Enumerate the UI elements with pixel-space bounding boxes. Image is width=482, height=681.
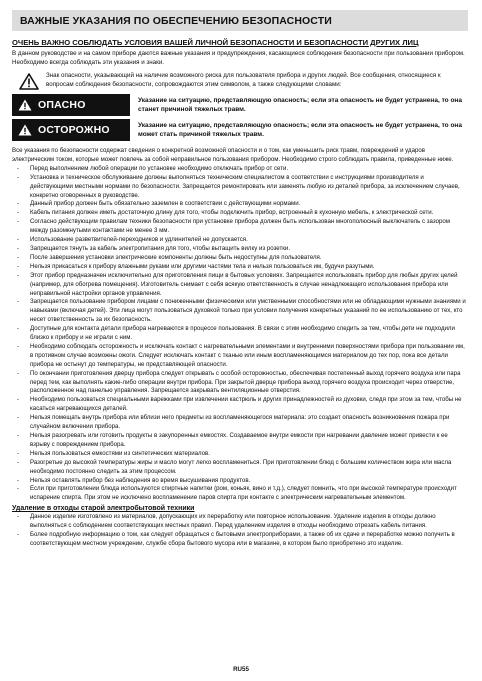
signal-row-caution	[12, 119, 468, 141]
list-item: - Доступные для контакта детали прибора нагреваются в процессе пользования. В связи с этим необходимо следить за тем, чтобы дети не подходили близко к прибору и не играли с ним.	[12, 325, 468, 343]
disposal-heading: Удаление в отходы старой электробытовой техники	[12, 505, 195, 513]
general-safety-text: Все указания по безопасности содержат сведения о конкретной возможной опасности и о том, как уменьшить риск травм, повреждений и ударов электрическим током, которые может повлечь за собой неправильное пользования прибором. Необходимо строго соблюдать правила, приведенные ниже.	[12, 147, 454, 163]
list-item: - Разогретые до высокой температуры жиры и масло могут легко воспламениться. При приготовлении блюд с большим количеством жира или масла необходимо постоянно следить за этим процессом.	[12, 459, 468, 477]
subtitle: ОЧЕНЬ ВАЖНО СОБЛЮДАТЬ УСЛОВИЯ ВАШЕЙ ЛИЧНОЙ БЕЗОПАСНОСТИ И БЕЗОПАСНОСТИ ДРУГИХ ЛИЦ	[12, 38, 419, 47]
list-item: - По окончании приготовления дверцу прибора следует открывать с особой осторожностью, обеспечивая постепенный выход горячего воздуха или пара перед тем, как выполнять какие-либо операции внутри прибора. При закрытой дверце прибора выход горячего воздуха происходит через отверстие, расположенное над панелью управления. Запрещается закрывать вентиляционные отверстия.	[12, 370, 468, 397]
list-item: - Если при приготовлении блюда используются спиртные напитки (ром, коньяк, вино и т.д.), следует помнить, что при высокой температуре происходит испарение спирта. При этом не исключено воспламенение паров спирта при контакте с электрическим нагревательным элементом.	[12, 485, 468, 503]
list-item: - Этот прибор предназначен исключительно для приготовления пищи в бытовых условиях. Запрещается использовать прибор для любых других целей (например, для обогрева помещения). Изготовитель снимает с себя всякую ответственность в случае ненадлежащего использования прибора или неправильной настройки органов управления.	[12, 272, 468, 299]
signal-row-danger	[12, 94, 468, 116]
signal-box-caution	[12, 119, 130, 141]
list-item: - Установка и техническое обслуживание должны выполняться техническим специалистом в соответствии с инструкциями производителя и действующими местными нормами по безопасности. Запрещается ремонтировать или заменять любую из деталей прибора, за исключением случаев, конкретно оговоренных в руководстве.	[12, 174, 468, 201]
warning-symbol-text: Знак опасности, указывающий на наличие возможного риска для пользователя прибора и других людей. Все сообщения, относящиеся к вопросам соблюдения безопасности, сопровождаются этим символом, а также следующими словами:	[46, 72, 441, 88]
signal-desc-danger: Указание на ситуацию, представляющую опасность; если эта опасность не будет устранена, то она станет причиной тяжелых травм.	[138, 97, 462, 113]
warning-triangle-icon	[18, 124, 32, 136]
title-bar	[12, 10, 468, 31]
list-item: - Нельзя оставлять прибор без наблюдения во время высушивания продуктов.	[12, 477, 468, 486]
list-item: - Необходимо пользоваться специальными варежками при извлечении кастрюль и других принадлежностей из духовки, следя при этом за тем, чтобы не касаться нагревающихся деталей.	[12, 396, 468, 414]
warning-triangle-icon	[12, 71, 46, 90]
list-item: - После завершения установки электрические компоненты должны быть недоступны для пользователя.	[12, 254, 468, 263]
disposal-list	[12, 513, 468, 549]
list-item: - Более подробную информацию о том, как следует обращаться с бытовыми электроприборами, а также об их сдаче и переработке можно получить в соответствующем местном учреждении, службе сбора бытового мусора или в магазине, в котором было приобретено это изделие.	[12, 531, 468, 549]
signal-label-danger: ОПАСНО	[38, 99, 86, 111]
list-item: - Данное изделие изготовлено из материалов, допускающих их переработку или повторное использование. Удаление изделия в отходы должно выполняться с соблюдением соответствующих местных правил. Перед удалением изделия в отходы необходимо отрезать кабель питания.	[12, 513, 468, 531]
list-item: - Согласно действующим правилам техники безопасности при установке прибора должен быть использован многополюсный выключатель с зазором между разомкнутыми контактами не менее 3 мм.	[12, 218, 468, 236]
list-item: - Нельзя пользоваться емкостями из синтетических материалов.	[12, 450, 468, 459]
page-title: ВАЖНЫЕ УКАЗАНИЯ ПО ОБЕСПЕЧЕНИЮ БЕЗОПАСНОСТИ	[20, 15, 332, 27]
page-number: RU55	[233, 666, 249, 673]
signal-label-caution: ОСТОРОЖНО	[38, 124, 110, 136]
list-item: - Кабель питания должен иметь достаточную длину для того, чтобы подключить прибор, встроенный в кухонную мебель, к электрической сети.	[12, 209, 468, 218]
list-item: - Необходимо соблюдать осторожность и исключать контакт с нагревательными элементами и внутренними поверхностями прибора при пользовании им, в противном случае возможны ожоги. Следует исключать контакт с тканью или иным воспламеняющимся материалом до тех пор, пока все детали прибора не остынут до температуры, не представляющей опасности.	[12, 343, 468, 370]
list-item: - Нельзя прикасаться к прибору влажными руками или другими частями тела и нельзя пользоваться им, будучи разутыми.	[12, 263, 468, 272]
signal-box-danger	[12, 94, 130, 116]
list-item: - Нельзя разогревать или готовить продукты в закупоренных емкостях. Создаваемое внутри емкости при нагревании давление может привести к ее взрыву с повреждением прибора.	[12, 432, 468, 450]
intro-paragraph: В данном руководстве и на самом приборе даются важные указания и предупреждения, касающиеся соблюдения безопасности при пользовании прибором. Необходимо всегда соблюдать эти указания и знаки.	[12, 50, 465, 66]
signal-desc-caution: Указание на ситуацию, представляющую опасность; если эта опасность не будет устранена, то она может стать причиной тяжелых травм.	[138, 122, 462, 138]
list-item: - Перед выполнением любой операции по установке необходимо отключать прибор от сети.	[12, 165, 468, 174]
list-item: - Нельзя помещать внутрь прибора или вблизи него предметы из воспламеняющегося материала: это создает опасность возникновения пожара при случайном включении прибора.	[12, 414, 468, 432]
warning-triangle-icon	[18, 99, 32, 111]
safety-list	[12, 165, 468, 503]
list-item: - Использование разветвителей-переходников и удлинителей не допускается.	[12, 236, 468, 245]
list-item: - Данный прибор должен быть обязательно заземлен в соответствии с действующими нормами.	[12, 200, 468, 209]
list-item: - Запрещается пользование прибором лицами с пониженными физическими или умственными способностями или не обладающими нужными знаниями и навыками (включая детей). Эти лица могут пользоваться духовкой только при условии получения конкретных указаний по ее использованию от тех, кто несет ответственность за их безопасность.	[12, 298, 468, 325]
list-item: - Запрещается тянуть за кабель электропитания для того, чтобы вытащить вилку из розетки.	[12, 245, 468, 254]
warning-symbol-row	[12, 71, 468, 90]
